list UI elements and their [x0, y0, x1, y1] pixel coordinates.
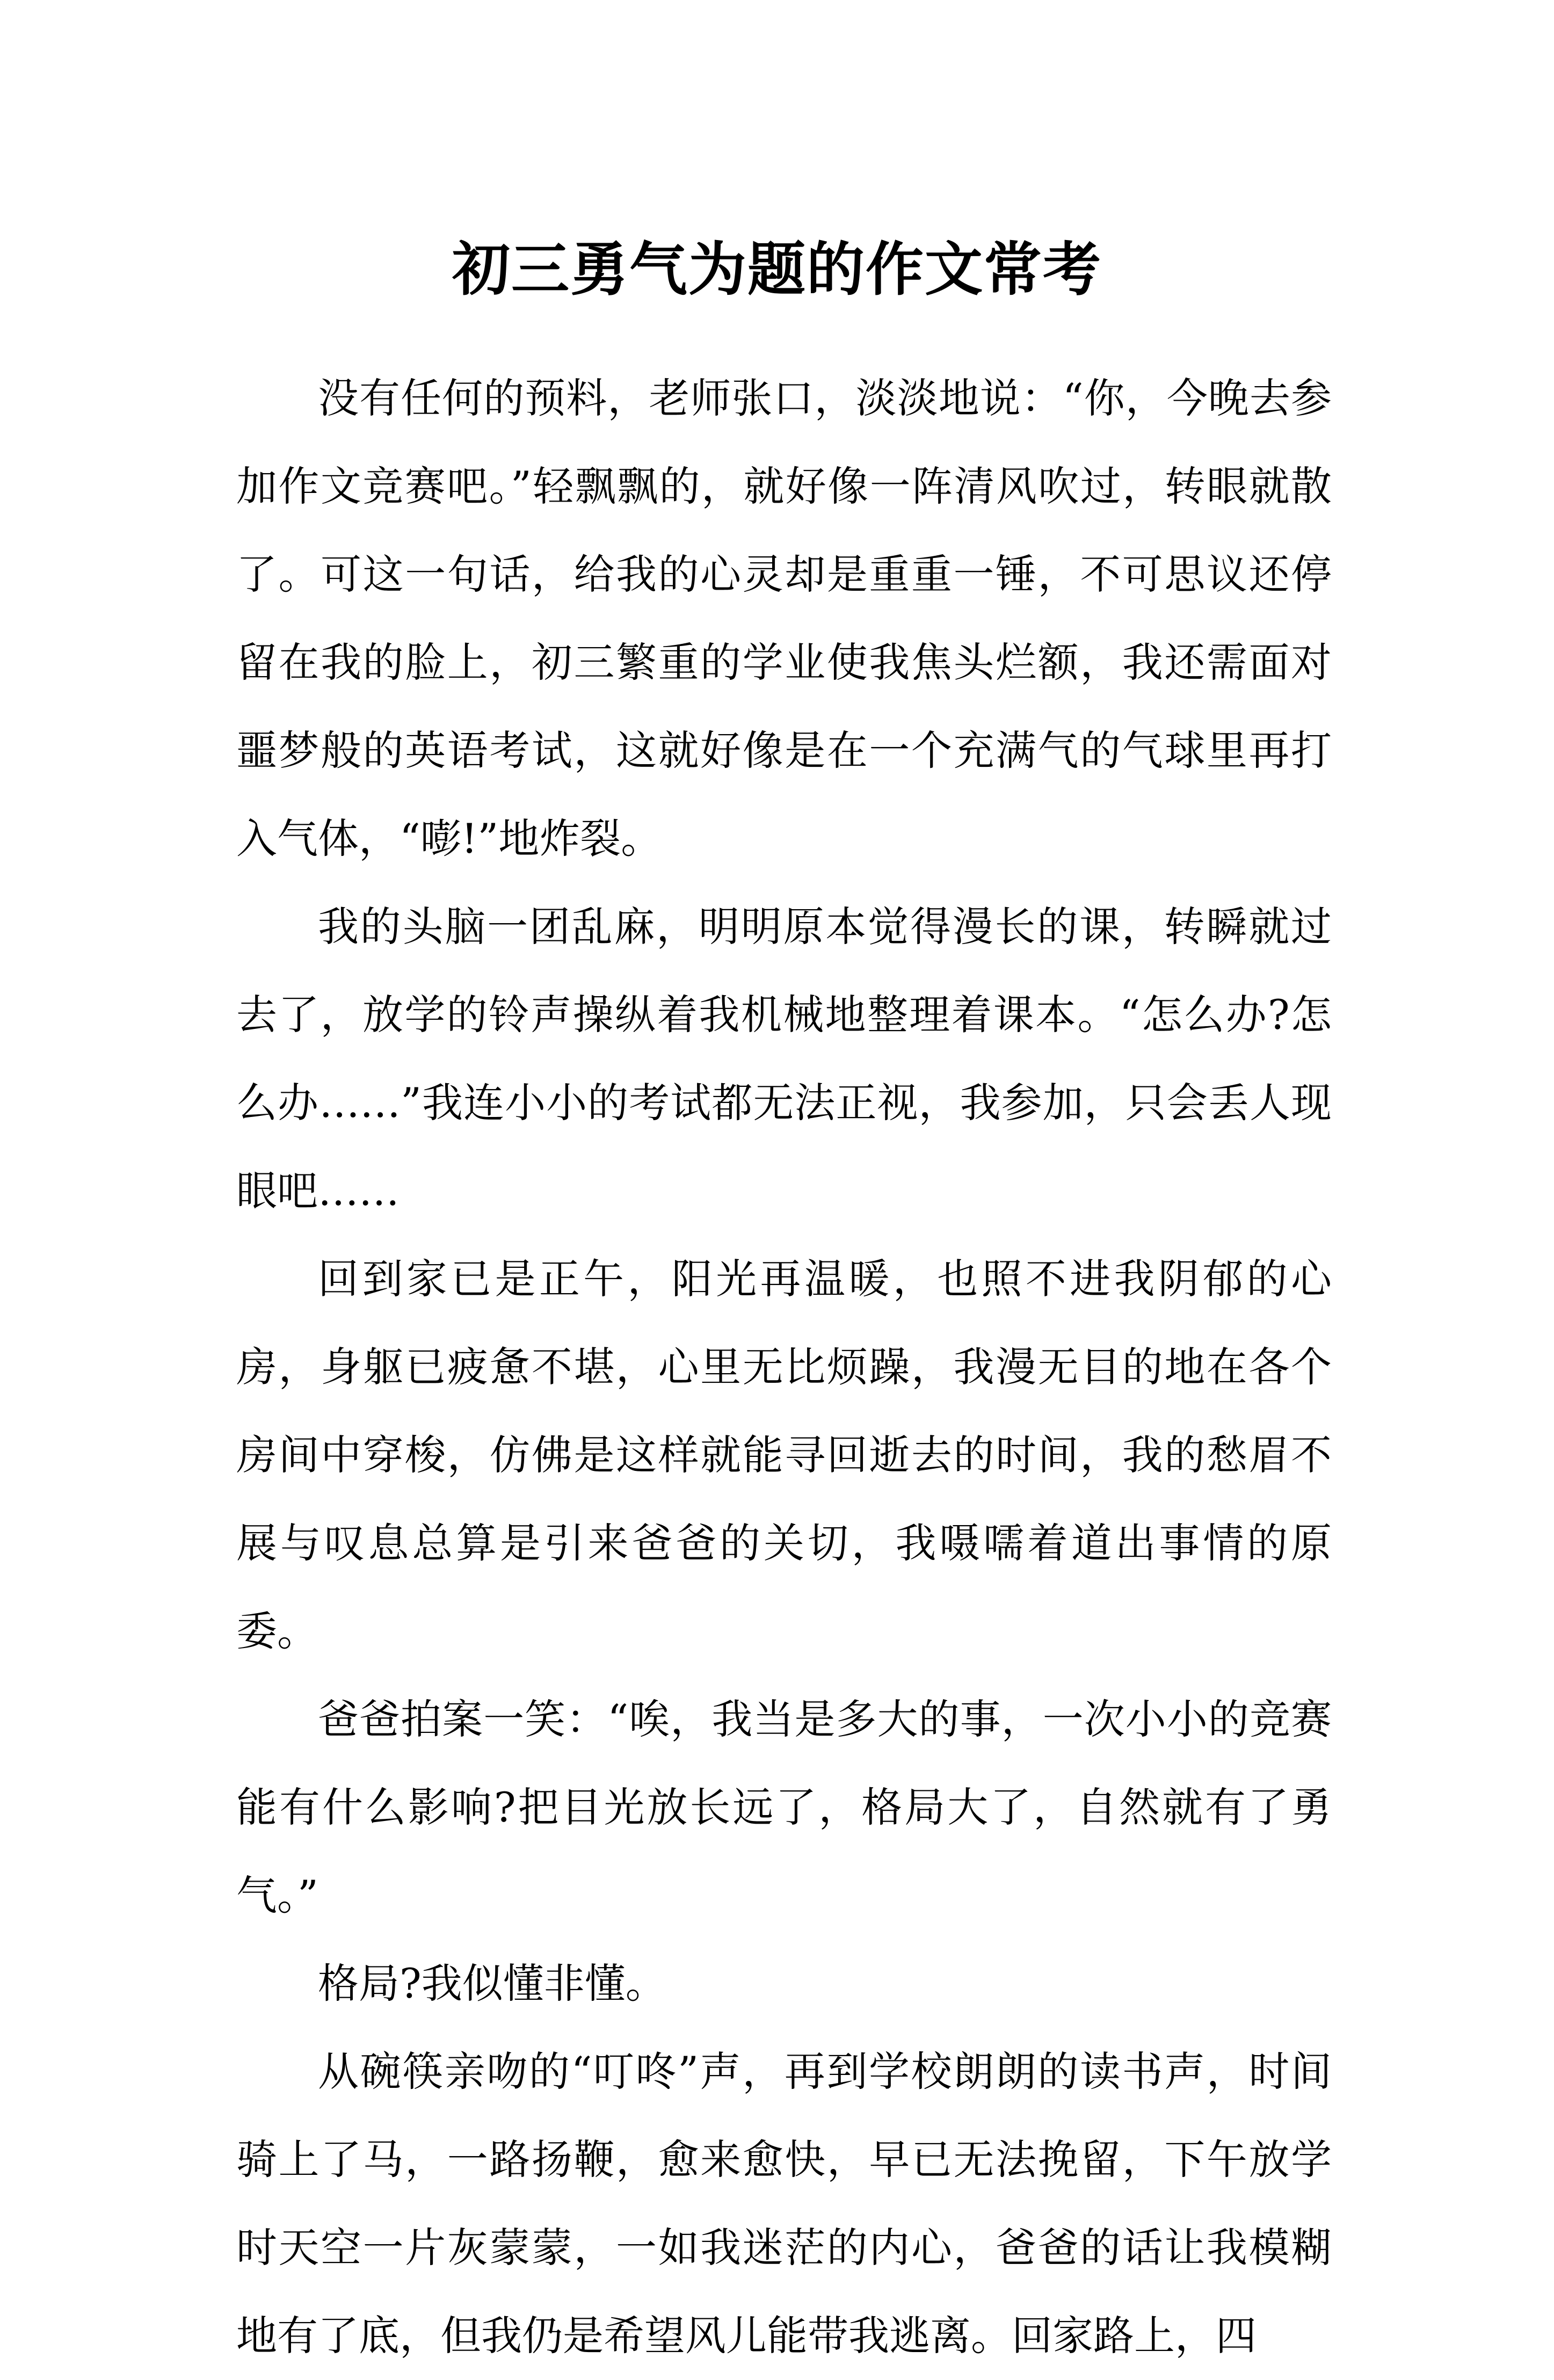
- document-body: [236, 354, 1332, 2380]
- document-title: 初三勇气为题的作文常考: [452, 236, 1102, 304]
- paragraph-2: 我的头脑一团乱麻，明明原本觉得漫长的课，转瞬就过去了，放学的铃声操纵着我机械地整理着课本。“怎么办?怎么办……”我连小小的考试都无法正视，我参加，只会丢人现眼吧……: [236, 903, 1332, 1215]
- paragraph-6: 从碗筷亲吻的“叮咚”声，再到学校朗朗的读书声，时间骑上了马，一路扬鞭，愈来愈快，早已无法挽留，下午放学时天空一片灰蒙蒙，一如我迷茫的内心，爸爸的话让我模糊地有了底，但我仍是希望风儿能带我逃离。回家路上，四: [236, 2048, 1332, 2360]
- paragraph-4: 爸爸拍案一笑：“唉，我当是多大的事，一次小小的竞赛能有什么影响?把目光放长远了，格局大了，自然就有了勇气。”: [236, 1695, 1332, 1919]
- paragraph-1: 没有任何的预料，老师张口，淡淡地说：“你，今晚去参加作文竞赛吧。”轻飘飘的，就好像一阵清风吹过，转眼就散了。可这一句话，给我的心灵却是重重一锤，不可思议还停留在我的脸上，初三繁重的学业使我焦头烂额，我还需面对噩梦般的英语考试，这就好像是在一个充满气的气球里再打入气体，“嘭!”地炸裂。: [236, 374, 1332, 862]
- paragraph-3: 回到家已是正午，阳光再温暖，也照不进我阴郁的心房，身躯已疲惫不堪，心里无比烦躁，我漫无目的地在各个房间中穿梭，仿佛是这样就能寻回逝去的时间，我的愁眉不展与叹息总算是引来爸爸的关切，我嗫嚅着道出事情的原委。: [236, 1255, 1332, 1655]
- paragraph-5: 格局?我似懂非懂。: [318, 1960, 666, 2007]
